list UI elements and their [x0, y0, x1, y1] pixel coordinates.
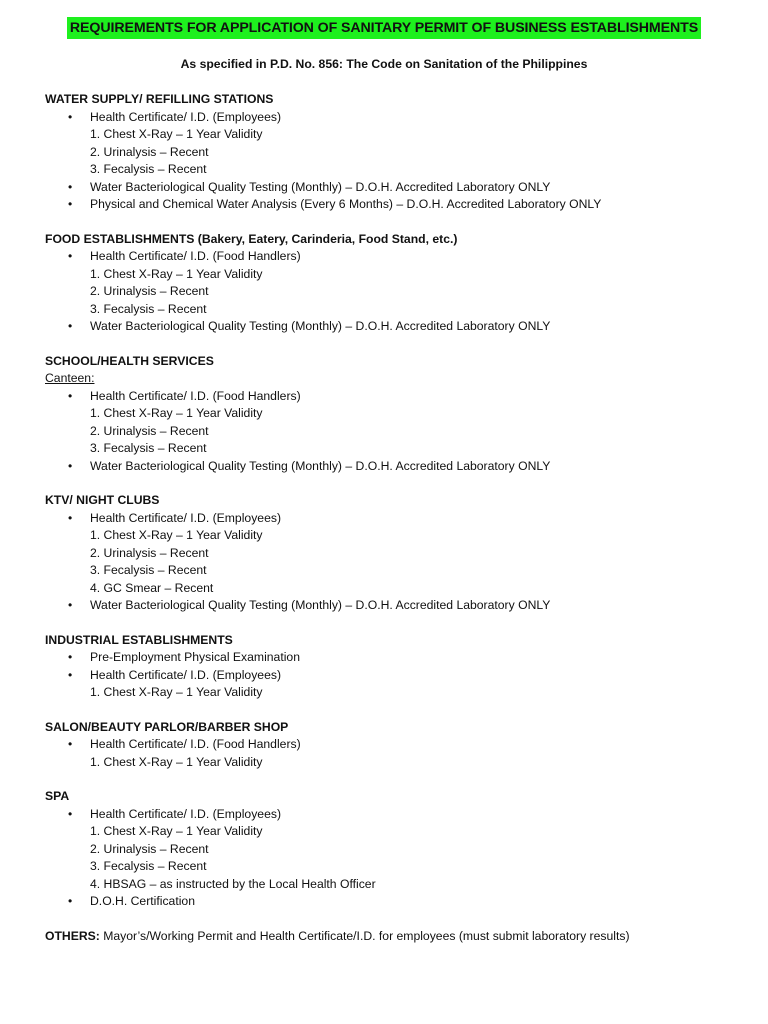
numbered-item — [45, 684, 745, 702]
section-heading-line — [45, 632, 745, 650]
numbered-item — [45, 283, 745, 301]
numbered-item — [45, 440, 745, 458]
item-text: 1. Chest X-Ray – 1 Year Validity — [90, 685, 263, 699]
document-subtitle: As specified in P.D. No. 856: The Code on Sanitation of the Philippines — [180, 57, 588, 71]
bullet-item — [45, 597, 745, 615]
item-text: Health Certificate/ I.D. (Employees) — [90, 806, 282, 821]
section-industrial-establishments — [45, 632, 745, 702]
item-text: 2. Urinalysis – Recent — [90, 545, 209, 560]
numbered-item — [45, 876, 745, 894]
bullet-dot-icon: • — [68, 197, 73, 211]
bullet-dot-icon: • — [68, 510, 73, 525]
numbered-item — [45, 823, 745, 841]
section-heading: FOOD ESTABLISHMENTS (Bakery, Eatery, Carinderia, Food Stand, etc.) — [45, 231, 458, 246]
item-text: 1. Chest X-Ray – 1 Year Validity — [90, 754, 263, 769]
item-text: 2. Urinalysis – Recent — [90, 284, 209, 298]
item-text: 3. Fecalysis – Recent — [90, 162, 207, 176]
numbered-item — [45, 126, 745, 144]
section-heading-line — [45, 719, 745, 737]
bullet-item — [45, 196, 745, 214]
numbered-item — [45, 841, 745, 859]
section-list — [45, 91, 745, 911]
section-school-health-services — [45, 353, 745, 476]
numbered-item — [45, 144, 745, 162]
item-text: Health Certificate/ I.D. (Employees) — [90, 510, 282, 525]
item-text: 3. Fecalysis – Recent — [90, 301, 207, 316]
bullet-dot-icon: • — [68, 894, 73, 908]
numbered-item — [45, 423, 745, 441]
bullet-dot-icon: • — [68, 650, 73, 664]
item-text: Health Certificate/ I.D. (Food Handlers) — [90, 388, 301, 403]
bullet-dot-icon: • — [68, 109, 73, 124]
section-heading-line — [45, 231, 745, 249]
bullet-item — [45, 388, 745, 406]
bullet-item — [45, 318, 745, 336]
item-text: 2. Urinalysis – Recent — [90, 144, 209, 159]
bullet-dot-icon: • — [68, 179, 73, 194]
item-text: Water Bacteriological Quality Testing (Monthly) – D.O.H. Accredited Laboratory ONLY — [90, 319, 551, 333]
item-text: Water Bacteriological Quality Testing (Monthly) – D.O.H. Accredited Laboratory ONLY — [90, 598, 551, 612]
bullet-dot-icon: • — [68, 458, 73, 473]
bullet-dot-icon: • — [68, 388, 73, 403]
section-heading: SCHOOL/HEALTH SERVICES — [45, 353, 214, 368]
item-text: 1. Chest X-Ray – 1 Year Validity — [90, 266, 263, 281]
section-subheading-line — [45, 370, 745, 388]
section-heading-line — [45, 353, 745, 371]
title-wrap — [0, 17, 768, 39]
bullet-item — [45, 736, 745, 754]
item-text: D.O.H. Certification — [90, 894, 195, 908]
section-heading: SPA — [45, 789, 70, 803]
numbered-item — [45, 527, 745, 545]
item-text: 1. Chest X-Ray – 1 Year Validity — [90, 528, 263, 542]
others-label: OTHERS: — [45, 928, 100, 943]
bullet-item — [45, 649, 745, 667]
item-text: 4. GC Smear – Recent — [90, 580, 214, 595]
item-text: Water Bacteriological Quality Testing (Monthly) – D.O.H. Accredited Laboratory ONLY — [90, 179, 551, 194]
item-text: 3. Fecalysis – Recent — [90, 859, 207, 873]
bullet-item — [45, 806, 745, 824]
numbered-item — [45, 754, 745, 772]
item-text: 3. Fecalysis – Recent — [90, 563, 207, 577]
section-ktv-night-clubs — [45, 492, 745, 615]
bullet-dot-icon: • — [68, 598, 73, 612]
numbered-item — [45, 405, 745, 423]
section-heading-line — [45, 788, 745, 806]
bullet-dot-icon: • — [68, 667, 73, 682]
section-salon-beauty-parlor-barber-shop — [45, 719, 745, 772]
item-text: Health Certificate/ I.D. (Food Handlers) — [90, 737, 301, 751]
numbered-item — [45, 580, 745, 598]
item-text: 1. Chest X-Ray – 1 Year Validity — [90, 406, 263, 420]
bullet-item — [45, 458, 745, 476]
bullet-dot-icon: • — [68, 319, 73, 333]
bullet-item — [45, 893, 745, 911]
section-subheading: Canteen: — [45, 371, 95, 385]
item-text: 4. HBSAG – as instructed by the Local Health Officer — [90, 876, 376, 891]
section-food-establishments-bakery-eatery-carind — [45, 231, 745, 336]
bullet-item — [45, 179, 745, 197]
numbered-item — [45, 858, 745, 876]
bullet-item — [45, 248, 745, 266]
section-spa — [45, 788, 745, 911]
item-text: 2. Urinalysis – Recent — [90, 841, 209, 856]
requirements-sections — [45, 91, 745, 945]
bullet-item — [45, 667, 745, 685]
item-text: Physical and Chemical Water Analysis (Every 6 Months) – D.O.H. Accredited Laboratory ONLY — [90, 197, 602, 211]
numbered-item — [45, 266, 745, 284]
bullet-item — [45, 109, 745, 127]
numbered-item — [45, 161, 745, 179]
item-text: Health Certificate/ I.D. (Employees) — [90, 109, 282, 124]
section-water-supply-refilling-stations — [45, 91, 745, 214]
bullet-dot-icon: • — [68, 806, 73, 821]
item-text: Health Certificate/ I.D. (Employees) — [90, 667, 282, 682]
others-note — [45, 928, 745, 946]
item-text: Water Bacteriological Quality Testing (Monthly) – D.O.H. Accredited Laboratory ONLY — [90, 458, 551, 473]
numbered-item — [45, 545, 745, 563]
item-text: Pre-Employment Physical Examination — [90, 650, 300, 664]
section-heading-line — [45, 91, 745, 109]
item-text: Health Certificate/ I.D. (Food Handlers) — [90, 249, 301, 263]
bullet-dot-icon: • — [68, 737, 73, 751]
section-heading: WATER SUPPLY/ REFILLING STATIONS — [45, 92, 274, 106]
numbered-item — [45, 301, 745, 319]
numbered-item — [45, 562, 745, 580]
bullet-item — [45, 510, 745, 528]
document-title: REQUIREMENTS FOR APPLICATION OF SANITARY PERMIT OF BUSINESS ESTABLISHMENTS — [67, 17, 701, 39]
item-text: 2. Urinalysis – Recent — [90, 423, 209, 438]
section-heading: KTV/ NIGHT CLUBS — [45, 493, 160, 507]
item-text: 1. Chest X-Ray – 1 Year Validity — [90, 127, 263, 141]
item-text: 1. Chest X-Ray – 1 Year Validity — [90, 824, 263, 838]
section-heading: INDUSTRIAL ESTABLISHMENTS — [45, 632, 233, 647]
bullet-dot-icon: • — [68, 249, 73, 263]
others-text: Mayor’s/Working Permit and Health Certificate/I.D. for employees (must submit laboratory results) — [99, 928, 630, 943]
item-text: 3. Fecalysis – Recent — [90, 441, 207, 455]
section-heading-line — [45, 492, 745, 510]
section-heading: SALON/BEAUTY PARLOR/BARBER SHOP — [45, 719, 289, 734]
